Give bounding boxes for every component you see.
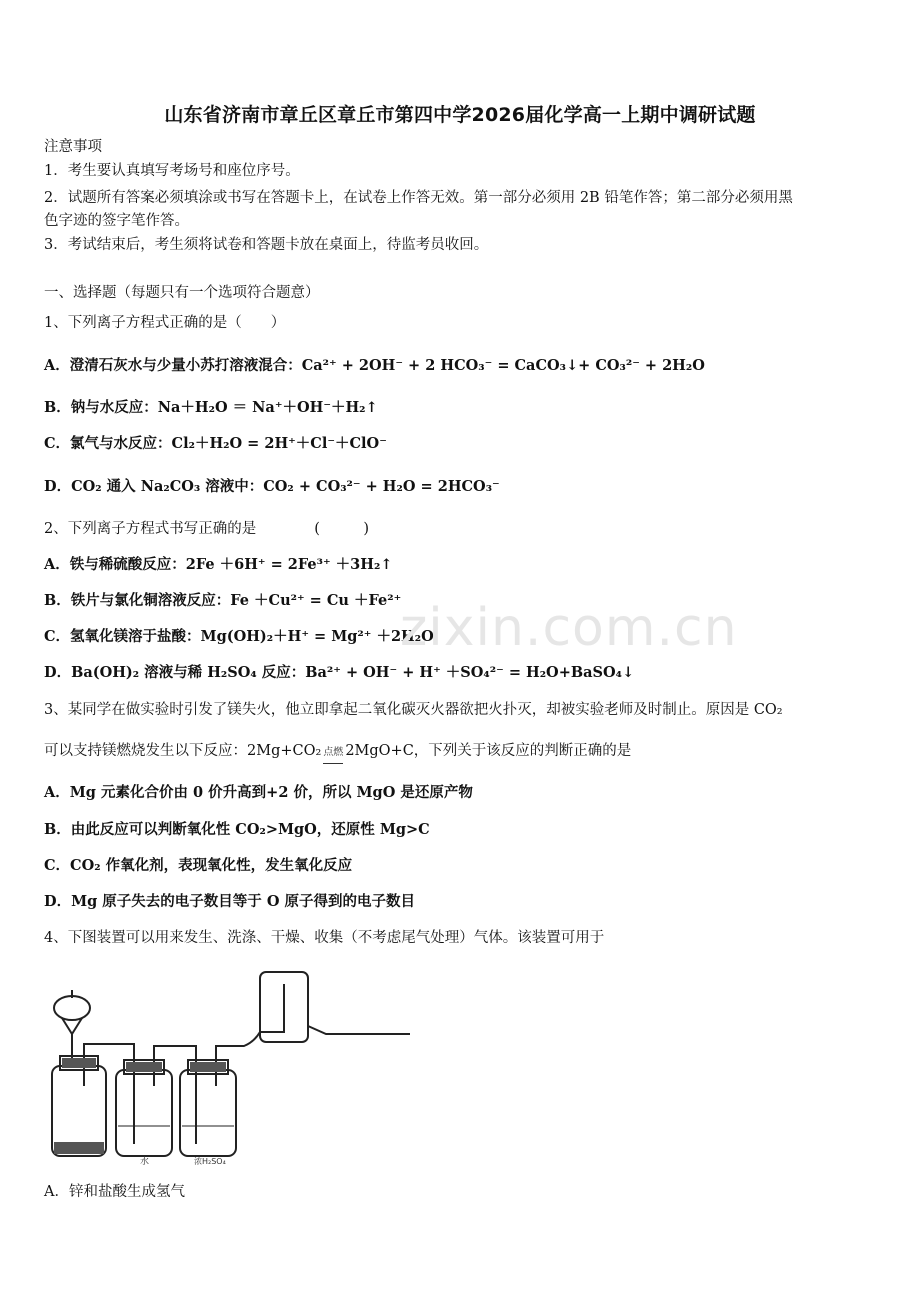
q1-option-d: D．CO₂ 通入 Na₂CO₃ 溶液中：CO₂ + CO₃²⁻ + H₂O = 2HCO₃⁻ [44, 478, 500, 495]
q1-stem: 1、下列离子方程式正确的是（ ） [44, 315, 286, 331]
q2-stem: 2、下列离子方程式书写正确的是 ( ) [44, 521, 370, 537]
q1-option-b: B．钠与水反应：Na＋H₂O ＝ Na⁺＋OH⁻＋H₂↑ [44, 399, 378, 416]
notice-item-1: 1．考生要认真填写考场号和座位序号。 [44, 163, 300, 179]
water-label: 水 [140, 1157, 150, 1166]
gas-apparatus-figure [44, 966, 424, 1166]
q3-option-d: D．Mg 原子失去的电子数目等于 O 原子得到的电子数目 [44, 893, 416, 910]
notice-item-3: 3．考试结束后，考生须将试卷和答题卡放在桌面上，待监考员收回。 [44, 237, 489, 253]
notice-heading: 注意事项 [44, 139, 102, 155]
q1-option-a: A．澄清石灰水与少量小苏打溶液混合：Ca²⁺ + 2OH⁻ + 2 HCO₃⁻ = CaCO₃↓+ CO₃²⁻ + 2H₂O [44, 357, 705, 374]
exam-title: 山东省济南市章丘区章丘市第四中学2026届化学高一上期中调研试题 [164, 104, 756, 126]
watermark: zixin.com.cn [400, 598, 738, 658]
q3-stem-line1: 3、某同学在做实验时引发了镁失火，他立即拿起二氧化碳灭火器欲把火扑灭，却被实验老师及时制止。原因是 CO₂ [44, 702, 783, 718]
q2-option-b: B．铁片与氯化铜溶液反应：Fe ＋Cu²⁺ = Cu ＋Fe²⁺ [44, 592, 402, 609]
acid-label: 浓H₂SO₄ [194, 1157, 226, 1166]
q4-stem: 4、下图装置可以用来发生、洗涤、干燥、收集（不考虑尾气处理）气体。该装置可用于 [44, 930, 605, 946]
q3-stem-line2 [44, 741, 884, 764]
notice-item-2b: 色字迹的签字笔作答。 [44, 213, 189, 229]
q3-reaction-left: 可以支持镁燃烧发生以下反应：2Mg+CO₂ [44, 743, 322, 759]
q2-option-a: A．铁与稀硫酸反应：2Fe ＋6H⁺ = 2Fe³⁺ ＋3H₂↑ [44, 556, 393, 573]
q4-option-a: A．锌和盐酸生成氢气 [44, 1184, 185, 1200]
q3-option-b: B．由此反应可以判断氧化性 CO₂>MgO，还原性 Mg>C [44, 821, 430, 838]
q3-option-a: A．Mg 元素化合价由 0 价升高到+2 价，所以 MgO 是还原产物 [44, 784, 473, 801]
q3-reaction-right: 2MgO+C，下列关于该反应的判断正确的是 [345, 743, 632, 759]
q2-option-d: D．Ba(OH)₂ 溶液与稀 H₂SO₄ 反应：Ba²⁺ + OH⁻ + H⁺ ＋SO₄²⁻ = H₂O+BaSO₄↓ [44, 664, 635, 681]
q3-option-c: C．CO₂ 作氧化剂，表现氧化性，发生氧化反应 [44, 857, 353, 874]
q2-option-c: C．氢氧化镁溶于盐酸：Mg(OH)₂＋H⁺ = Mg²⁺ ＋2H₂O [44, 628, 434, 645]
section-heading: 一、选择题（每题只有一个选项符合题意） [44, 285, 320, 301]
ignition-condition: 点燃 [323, 743, 343, 764]
q1-option-c: C．氯气与水反应：Cl₂＋H₂O = 2H⁺＋Cl⁻＋ClO⁻ [44, 435, 387, 452]
notice-item-2a: 2．试题所有答案必须填涂或书写在答题卡上，在试卷上作答无效。第一部分必须用 2B 铅笔作答；第二部分必须用黑 [44, 190, 793, 206]
